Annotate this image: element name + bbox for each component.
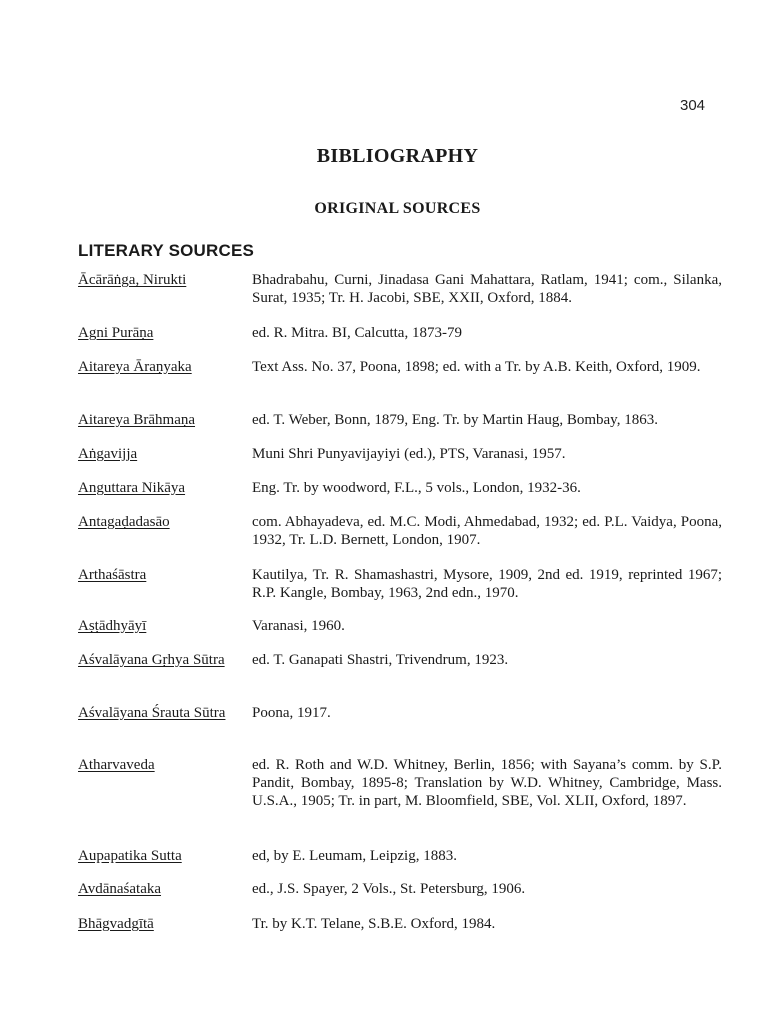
entry-description: Kautilya, Tr. R. Shamashastri, Mysore, 1909, 2nd ed. 1919, reprinted 1967; R.P. Kangle, Bombay, 1963, 2nd edn., 1970. — [252, 567, 722, 601]
entry-description: ed. R. Roth and W.D. Whitney, Berlin, 1856; with Sayana’s comm. by S.P. Pandit, Bombay, 1895-8; Translation by W.D. Whitney, Cambridge, Mass. U.S.A., 1905; Tr. in part, M. Bloomfield, SBE, Vol. XLII, Oxford, 1897. — [252, 757, 722, 809]
section-heading: LITERARY SOURCES — [78, 241, 255, 260]
entry-term: Atharvaveda — [78, 757, 155, 773]
entry-description: ed. T. Weber, Bonn, 1879, Eng. Tr. by Martin Haug, Bombay, 1863. — [252, 412, 658, 428]
entry-description: Bhadrabahu, Curni, Jinadasa Gani Mahattara, Ratlam, 1941; com., Silanka, Surat, 1935; Tr. H. Jacobi, SBE, XXII, Oxford, 1884. — [252, 272, 722, 306]
entry-term: Agni Purāṇa — [78, 325, 154, 341]
entry-description: Text Ass. No. 37, Poona, 1898; ed. with a Tr. by A.B. Keith, Oxford, 1909. — [252, 359, 701, 375]
page-title: BIBLIOGRAPHY — [316, 145, 479, 167]
entry-term: Avdānaśataka — [78, 881, 162, 897]
entry-description: com. Abhayadeva, ed. M.C. Modi, Ahmedabad, 1932; ed. P.L. Vaidya, Poona, 1932, Tr. L.D. Bernett, London, 1907. — [252, 514, 722, 548]
entry-term: Aitareya Brāhmaṇa — [78, 412, 196, 428]
entry-term: Bhāgvadgītā — [78, 916, 154, 932]
entry-description: Poona, 1917. — [252, 705, 331, 721]
entry-description: Tr. by K.T. Telane, S.B.E. Oxford, 1984. — [252, 916, 496, 932]
entry-description: Muni Shri Punyavijayiyi (ed.), PTS, Varanasi, 1957. — [252, 446, 566, 462]
entry-term: Antagaḍadasāo — [78, 514, 170, 530]
entry-term: Anguttara Nikāya — [78, 480, 186, 496]
entry-description: ed, by E. Leumam, Leipzig, 1883. — [252, 848, 457, 864]
entry-description: ed. T. Ganapati Shastri, Trivendrum, 1923. — [252, 652, 509, 668]
entry-description: Eng. Tr. by woodword, F.L., 5 vols., London, 1932-36. — [252, 480, 581, 496]
entry-term: Arthaśāstra — [78, 567, 147, 583]
entry-term: Aṅgavijja — [78, 446, 138, 462]
entry-term: Aitareya Āraṇyaka — [78, 359, 192, 375]
entry-term: Aśvalāyana Gṛhya Sūtra — [78, 652, 225, 668]
entry-term: Aupapatika Sutta — [78, 848, 182, 864]
section-subtitle: ORIGINAL SOURCES — [314, 200, 481, 217]
entry-description: ed., J.S. Spayer, 2 Vols., St. Petersburg, 1906. — [252, 881, 526, 897]
entry-term: Aṣṭādhyāyī — [78, 618, 147, 634]
entry-term: Ācārāṅga, Nirukti — [78, 272, 187, 288]
entry-description: ed. R. Mitra. BI, Calcutta, 1873-79 — [252, 325, 462, 341]
page-number: 304 — [680, 97, 706, 114]
entry-term: Aśvalāyana Śrauta Sūtra — [78, 705, 226, 721]
entry-description: Varanasi, 1960. — [252, 618, 345, 634]
